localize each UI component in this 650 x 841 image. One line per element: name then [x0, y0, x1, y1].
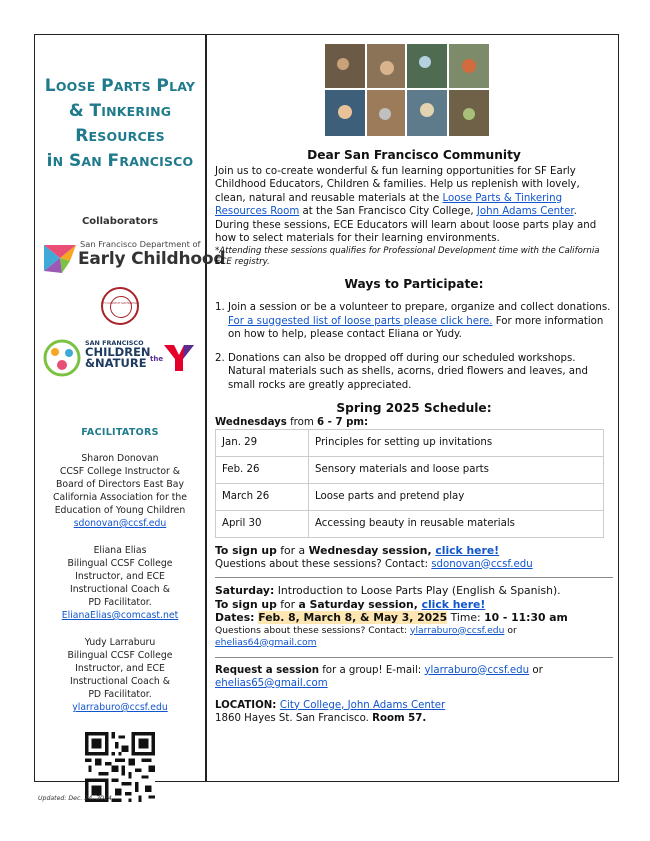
- cnn-line2: CHILDREN: [85, 345, 151, 359]
- facilitator-line: Bilingual CCSF College: [67, 650, 173, 661]
- schedule-date: March 26: [216, 484, 309, 511]
- cnn-line3: &NATURE: [85, 356, 147, 370]
- column-divider: [205, 34, 207, 782]
- intro-text: .: [573, 206, 577, 217]
- loose-parts-list-link[interactable]: For a suggested list of loose parts please click here.: [228, 315, 493, 327]
- facilitator-line: PD Facilitator.: [88, 597, 152, 608]
- facilitator-line: Instructional Coach &: [69, 676, 171, 687]
- facilitator-line: Sharon Donovan: [81, 453, 159, 464]
- children-nature-emblem-icon: [43, 339, 81, 377]
- signup-text: for: [276, 597, 299, 611]
- title-line: LOOSE PARTS PLAY: [44, 76, 196, 96]
- request-label: Request a session: [215, 664, 319, 676]
- schedule-table: [215, 429, 604, 538]
- section-divider: [215, 577, 613, 578]
- request-session: [215, 664, 613, 691]
- wednesday-signup-link[interactable]: click here!: [435, 544, 500, 557]
- facilitator-email-link[interactable]: sdonovan@ccsf.edu: [73, 518, 167, 529]
- way-item: [228, 301, 613, 342]
- section-divider: [215, 657, 613, 658]
- facilitator-line: Bilingual CCSF College: [67, 558, 173, 569]
- schedule-from: from: [286, 416, 318, 428]
- updated-footer: Updated: Dec. 24, 2024: [38, 795, 112, 802]
- intro-note: *Attending these sessions qualifies for Professional Development time with the California ECE registry.: [215, 245, 600, 267]
- partner-logos: [35, 335, 205, 383]
- schedule-heading: Spring 2025 Schedule:: [336, 401, 492, 415]
- intro-paragraph: [215, 165, 613, 219]
- signup-text: for a: [276, 544, 309, 557]
- way-text: Donations can also be dropped off during our scheduled workshops. Natural materials such as shells, acorns, dried flowers and leaves, and small rocks are greatly appreciated.: [228, 352, 588, 391]
- or-text: or: [529, 664, 543, 676]
- saturday-contact-email-2[interactable]: ehelias64@gmail.com: [215, 636, 317, 648]
- facilitator-line: PD Facilitator.: [88, 689, 152, 700]
- questions-text: Questions about these sessions? Contact:: [215, 558, 432, 570]
- saturday-dates-value: Feb. 8, March 8, & May 3, 2025: [258, 611, 448, 624]
- location-label: LOCATION:: [215, 699, 280, 711]
- schedule-date: Feb. 26: [216, 457, 309, 484]
- facilitator-line: Education of Young Children: [54, 505, 186, 516]
- saturday-dates: [215, 611, 613, 625]
- ymca-logo[interactable]: [150, 345, 200, 373]
- main-column: [215, 36, 613, 726]
- way-text: Join a session or be a volunteer to prepare, organize and collect donations.: [228, 302, 611, 313]
- intro-paragraph-2: During these sessions, ECE Educators will learn about loose parts play and how to select materials for their learning environments.: [215, 219, 597, 244]
- saturday-label: Saturday:: [215, 584, 275, 597]
- qr-code[interactable]: [85, 732, 155, 802]
- title-line: RESOURCES: [75, 126, 165, 146]
- saturday-signup: [215, 598, 613, 612]
- main-heading: Dear San Francisco Community: [307, 148, 521, 162]
- schedule-subheading: [215, 416, 613, 430]
- request-text: for a group! E-mail:: [318, 664, 425, 676]
- request-email-1[interactable]: ylarraburo@ccsf.edu: [424, 664, 530, 676]
- resources-room-link[interactable]: Loose Parts & Tinkering Resources Room: [215, 192, 563, 217]
- ways-list: [215, 301, 613, 392]
- wednesday-questions: [215, 558, 613, 572]
- children-nature-logo[interactable]: [85, 339, 151, 369]
- john-adams-link[interactable]: John Adams Center: [476, 206, 574, 217]
- dates-label: Dates:: [215, 611, 259, 624]
- ece-logo-line1: San Francisco Department of: [80, 239, 201, 249]
- wednesday-signup: [215, 544, 613, 558]
- ways-heading: Ways to Participate:: [344, 276, 484, 291]
- facilitator-line: CCSF College Instructor &: [59, 466, 181, 477]
- facilitator-3: [35, 636, 205, 714]
- table-row: [216, 457, 604, 484]
- ymca-y-icon: [164, 345, 194, 371]
- saturday-time-value: 10 - 11:30 am: [484, 611, 568, 624]
- schedule-time: 6 - 7 pm:: [317, 416, 369, 428]
- schedule-topic: Sensory materials and loose parts: [309, 457, 604, 484]
- intro-text: Join us to co-create wonderful & fun learning opportunities for SF Early Childhood Educators, Children & families. Help us replenish with lovely, clean, natural and reusable materials at the: [215, 165, 580, 204]
- facilitators-heading: FACILITATORS: [81, 427, 159, 438]
- location: [215, 699, 613, 713]
- saturday-text: Introduction to Loose Parts Play (English & Spanish).: [274, 584, 561, 597]
- schedule-date: April 30: [216, 511, 309, 538]
- signup-text: a Saturday session,: [298, 597, 422, 611]
- facilitator-line: Instructor, and ECE: [75, 663, 165, 674]
- table-row: [216, 484, 604, 511]
- table-row: [216, 511, 604, 538]
- ymca-the: the: [150, 355, 164, 363]
- left-column: [35, 36, 226, 806]
- room-text: Room 57.: [372, 713, 427, 724]
- table-row: [216, 430, 604, 457]
- collaborators-heading: Collaborators: [81, 216, 159, 227]
- schedule-topic: Loose parts and pretend play: [309, 484, 604, 511]
- seal-text: CITY COLLEGE OF SAN FRANCISCO: [101, 302, 139, 305]
- location-link[interactable]: City College, John Adams Center: [279, 699, 446, 711]
- time-label: Time:: [447, 611, 485, 624]
- city-college-seal[interactable]: [101, 287, 139, 325]
- facilitator-line: Instructional Coach &: [69, 584, 171, 595]
- address: [215, 712, 613, 726]
- facilitator-email-link[interactable]: ylarraburo@ccsf.edu: [72, 702, 168, 713]
- request-email-2[interactable]: ehelias65@gmail.com: [215, 678, 328, 689]
- address-text: 1860 Hayes St. San Francisco.: [215, 713, 373, 724]
- schedule-date: Jan. 29: [216, 430, 309, 457]
- facilitator-email-link[interactable]: ElianaElias@comcast.net: [61, 610, 179, 621]
- schedule-topic: Accessing beauty in reusable materials: [309, 511, 604, 538]
- flyer-title: [35, 74, 205, 174]
- saturday-questions: [215, 625, 613, 649]
- facilitator-line: Eliana Elias: [93, 545, 147, 556]
- way-item: [228, 352, 613, 393]
- cnn-line1: SAN FRANCISCO: [85, 339, 144, 347]
- facilitator-2: [35, 544, 205, 622]
- facilitator-line: Yudy Larraburu: [84, 637, 156, 648]
- way-text: For more information on how to help, please contact Eliana or Yudy.: [228, 315, 604, 340]
- facilitator-line: California Association for the: [53, 492, 187, 503]
- schedule-day: Wednesdays: [215, 416, 287, 428]
- ece-pinwheel-icon: [42, 241, 78, 275]
- ece-logo-line2: Early Childhood: [78, 249, 226, 269]
- or-text: or: [504, 624, 517, 636]
- title-line: & TINKERING: [68, 101, 172, 121]
- facilitator-line: Instructor, and ECE: [75, 571, 165, 582]
- facilitator-1: [35, 452, 205, 530]
- intro-text: at the San Francisco City College,: [299, 206, 477, 217]
- sf-early-childhood-logo[interactable]: [40, 239, 226, 277]
- facilitator-line: Board of Directors East Bay: [56, 479, 184, 490]
- signup-text: To sign up: [215, 544, 277, 557]
- wednesday-contact-email[interactable]: sdonovan@ccsf.edu: [431, 558, 533, 570]
- saturday-intro: [215, 584, 613, 598]
- questions-text: Questions about these sessions? Contact:: [215, 624, 411, 636]
- schedule-topic: Principles for setting up invitations: [309, 430, 604, 457]
- saturday-signup-link[interactable]: click here!: [421, 597, 486, 611]
- signup-text: To sign up: [215, 597, 277, 611]
- title-line: iN SAN FRANCISCO: [46, 151, 194, 171]
- signup-text: Wednesday session,: [308, 544, 436, 557]
- saturday-contact-email-1[interactable]: ylarraburo@ccsf.edu: [410, 624, 505, 636]
